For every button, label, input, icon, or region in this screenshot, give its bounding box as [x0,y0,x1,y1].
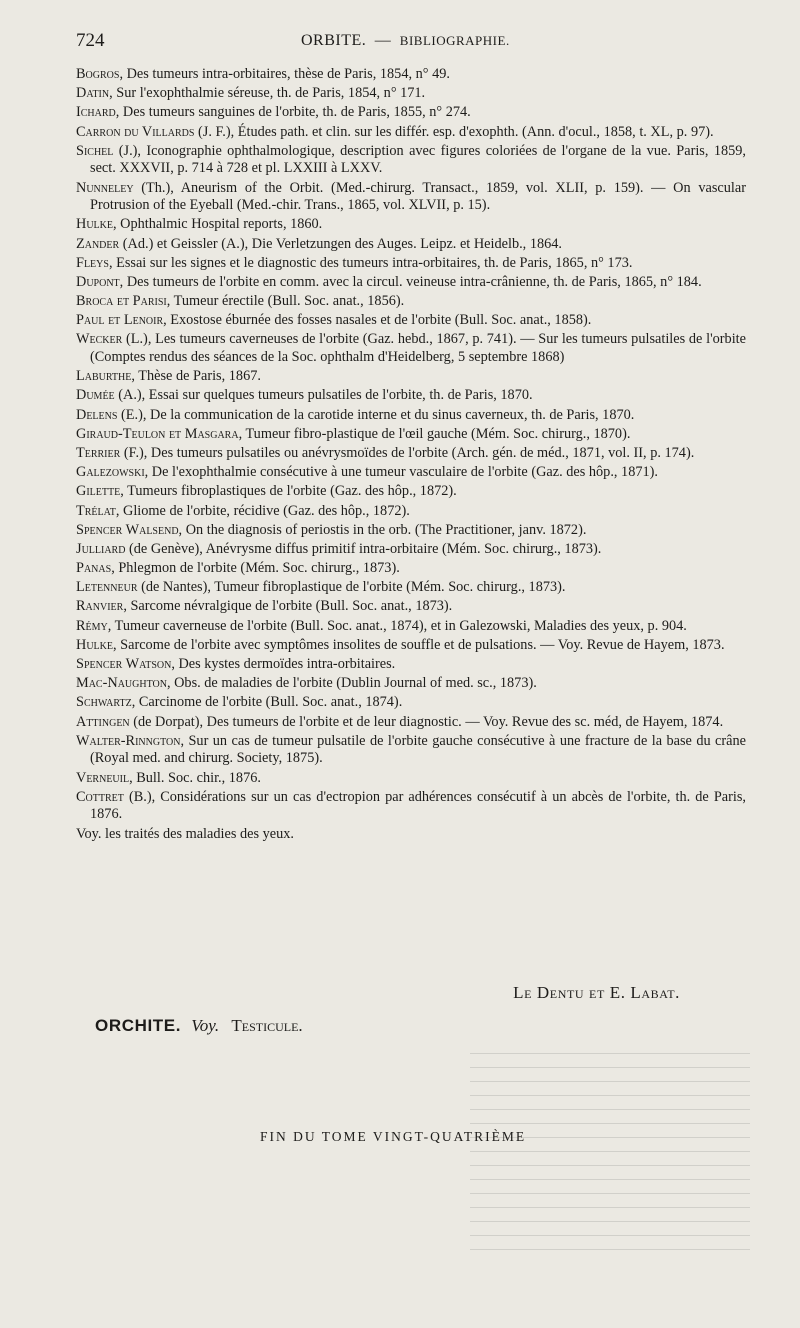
bibliography-entry [76,826,746,844]
entry-author: Terrier [76,444,121,461]
entry-author: Schwartz [76,694,132,711]
bibliography-entry [76,560,746,578]
bibliography-entry [76,85,746,103]
entry-text: , Des kystes dermoïdes intra-orbitaires. [171,656,396,673]
entry-text: (F.), Des tumeurs pulsatiles ou anévrysmoïdes de l'orbite (Arch. gén. de méd., 1871, vol. II, p. 174). [120,444,695,461]
entry-author: Ichard [76,104,116,121]
entry-author: Cottret [76,788,124,805]
entry-text: , Tumeur caverneuse de l'orbite (Bull. Soc. anat., 1874), et in Galezowski, Maladies des yeux, p. 904. [107,617,687,634]
bibliography-entry [76,579,746,597]
entry-author: Dumée [76,387,115,404]
bibliography-entry [76,368,746,386]
entry-text: , Sarcome névralgique de l'orbite (Bull. Soc. anat., 1873). [123,598,453,615]
entry-author: Gilette [76,483,121,500]
bibliography-entry [76,675,746,693]
bibliography-entry [76,522,746,540]
entry-text: , Thèse de Paris, 1867. [131,368,261,385]
entry-author: Hulke [76,636,113,653]
cross-reference-voy: Voy. [191,1016,220,1035]
bibliography-entry [76,637,746,655]
entry-text: , Ophthalmic Hospital reports, 1860. [113,216,323,233]
entry-author: Hulke [76,216,113,233]
entry-author: Ranvier [76,598,124,615]
bibliography-entry [76,541,746,559]
bibliography-entry [76,618,746,636]
entry-author: Giraud-Teulon et Masgara [76,425,239,442]
entry-text: (de Nantes), Tumeur fibroplastique de l'orbite (Mém. Soc. chirurg., 1873). [137,579,566,596]
entry-text: , Des tumeurs sanguines de l'orbite, th. de Paris, 1855, n° 274. [115,104,471,121]
entry-text: , Sarcome de l'orbite avec symptômes insolites de souffle et de pulsations. — Voy. Revue de Hayem, 1873. [113,636,725,653]
bibliography-entry [76,426,746,444]
entry-author: Delens [76,406,118,423]
entry-text: (A.), Essai sur quelques tumeurs pulsatiles de l'orbite, th. de Paris, 1870. [114,387,533,404]
entry-text: , Des tumeurs intra-orbitaires, thèse de Paris, 1854, n° 49. [119,66,450,82]
entry-text: , Tumeurs fibroplastiques de l'orbite (Gaz. des hôp., 1872). [120,483,457,500]
entry-text: , Gliome de l'orbite, récidive (Gaz. des hôp., 1872). [115,502,410,519]
bibliography-entry [76,770,746,788]
cross-reference-target: Testicule. [231,1016,303,1035]
entry-author: Letenneur [76,579,138,596]
page-number: 724 [76,30,105,51]
entry-author: Datin [76,85,110,102]
entry-text: , Bull. Soc. chir., 1876. [129,769,261,786]
entry-text: , Exostose éburnée des fosses nasales et de l'orbite (Bull. Soc. anat., 1858). [163,312,592,329]
bibliography-entry [76,445,746,463]
end-of-volume-note: FIN DU TOME VINGT-QUATRIÈME [260,1129,527,1144]
bibliography-entry [76,503,746,521]
cross-reference-entry [95,1016,303,1036]
entry-text: , Carcinome de l'orbite (Bull. Soc. anat., 1874). [131,694,403,711]
entry-author: Verneuil [76,769,130,786]
entry-author: Bogros [76,66,120,82]
bibliography-entry [76,255,746,273]
entry-author: Spencer Walsend [76,521,179,538]
bibliography-entry [76,124,746,142]
bleed-through-text [470,1040,750,1250]
bibliography-entry [76,66,746,84]
running-title [301,32,510,50]
bibliography-entry [76,714,746,732]
running-header [76,30,744,58]
entry-text: , Sur un cas de tumeur pulsatile de l'orbite gauche consécutive à une fracture de la base du crâne (Royal med. and chirurg. Society, 1875). [90,732,746,767]
entry-author: Nunneley [76,179,134,196]
entry-text: , Des tumeurs de l'orbite en comm. avec la circul. veineuse intra-crânienne, th. de Paris, 1865, n° 184. [119,273,702,290]
entry-text: , Sur l'exophthalmie séreuse, th. de Paris, 1854, n° 171. [109,85,426,102]
entry-text: (J.), Iconographie ophthalmologique, description avec figures coloriées de l'organe de la vue. Paris, 1859, sect. XXXVII, p. 714 à 728 et pl. LXXIII à LXXV. [90,142,746,177]
bibliography-entry [76,407,746,425]
entry-author: Sichel [76,142,114,159]
entry-text: , De l'exophthalmie consécutive à une tumeur vasculaire de l'orbite (Gaz. des hôp., 1871). [144,464,658,481]
entry-author: Rémy [76,617,108,634]
entry-text: (de Genève), Anévrysme diffus primitif intra-orbitaire (Mém. Soc. chirurg., 1873). [125,540,602,557]
entry-text: (J. F.), Études path. et clin. sur les différ. esp. d'exophth. (Ann. d'ocul., 1858, t. XL, p. 97). [194,123,714,140]
bibliography-entry [76,733,746,768]
entry-text: , Phlegmon de l'orbite (Mém. Soc. chirurg., 1873). [111,560,400,577]
entry-author: Paul et Lenoir [76,312,164,329]
entry-author: Attingen [76,713,130,730]
bibliography-entry [76,274,746,292]
cross-reference-headword: ORCHITE. [95,1016,182,1035]
entry-text: , Essai sur les signes et le diagnostic des tumeurs intra-orbitaires, th. de Paris, 1865, n° 173. [108,254,633,271]
bibliography-entry [76,387,746,405]
entry-text: (Th.), Aneurism of the Orbit. (Med.-chirurg. Transact., 1859, vol. XLII, p. 159). — On vascular Protrusion of the Eyeball (Med.-chir. Trans., 1865, vol. XLVII, p. 15). [90,179,746,214]
entry-author: Walter-Rinngton [76,732,181,749]
entry-author: Mac-Naughton [76,675,167,692]
entry-text: , On the diagnosis of periostis in the orb. (The Practitioner, janv. 1872). [178,521,587,538]
entry-author: Broca et Parisi [76,293,167,310]
bibliography-entry [76,180,746,215]
bibliography-entry [76,331,746,366]
bibliography-entry [76,694,746,712]
entry-author: Carron du Villards [76,123,195,140]
entry-author: Wecker [76,331,123,348]
bibliography-entry [76,464,746,482]
bibliography-entry [76,293,746,311]
entry-text: (de Dorpat), Des tumeurs de l'orbite et de leur diagnostic. — Voy. Revue des sc. méd, de Hayem, 1874. [129,713,724,730]
entry-text: (B.), Considérations sur un cas d'ectropion par adhérences consécutif à un abcès de l'orbite, th. de Paris, 1876. [90,788,746,823]
entry-author: Laburthe [76,368,132,385]
entry-text: , Tumeur fibro-plastique de l'œil gauche (Mém. Soc. chirurg., 1870). [238,425,631,442]
entry-text: , Tumeur érectile (Bull. Soc. anat., 1856). [166,293,405,310]
entry-author: Galezowski [76,464,145,481]
running-title-main: ORBITE. [301,32,367,49]
entry-author: Zander [76,235,120,252]
entry-author: Trélat [76,502,116,519]
bibliography-entry [76,483,746,501]
bibliography-entry [76,236,746,254]
entry-author: Fleys [76,254,109,271]
bibliography-entry [76,216,746,234]
bibliography-entry [76,789,746,824]
entry-text: (Ad.) et Geissler (A.), Die Verletzungen des Auges. Leipz. et Heidelb., 1864. [119,235,562,252]
author-signature: Le Dentu et E. Labat. [513,983,680,1002]
entry-author: Panas [76,560,112,577]
running-title-sub: BIBLIOGRAPHIE. [399,33,510,48]
entry-text: (L.), Les tumeurs caverneuses de l'orbite (Gaz. hebd., 1867, p. 741). — Sur les tumeurs pulsatiles de l'orbite (Comptes rendus des séances de la Soc. ophthalm d'Heidelberg, 5 septembre 1868) [90,331,746,366]
bibliography-entry [76,312,746,330]
bibliography-entry [76,656,746,674]
entry-text: Voy. les traités des maladies des yeux. [76,825,294,842]
bibliography-entry [76,104,746,122]
entry-author: Julliard [76,540,126,557]
running-title-dash: — [374,32,392,49]
entry-author: Spencer Watson [76,656,172,673]
bibliography-entry [76,143,746,178]
entry-author: Dupont [76,273,120,290]
bibliography-entry [76,598,746,616]
entry-text: (E.), De la communication de la carotide interne et du sinus caverneux, th. de Paris, 1870. [117,406,635,423]
entry-text: , Obs. de maladies de l'orbite (Dublin Journal of med. sc., 1873). [166,675,537,692]
bibliography-list [76,66,746,845]
